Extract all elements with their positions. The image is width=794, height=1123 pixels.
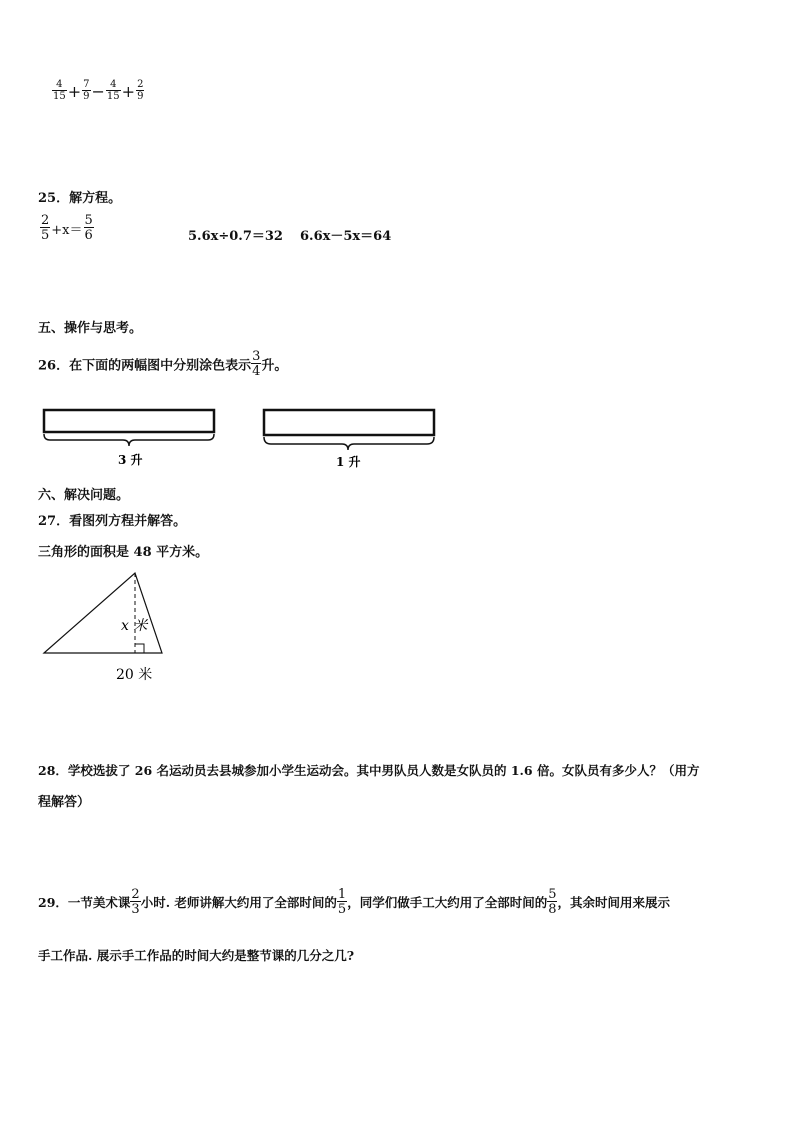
- numerator: 2: [137, 79, 144, 90]
- denominator: 15: [53, 91, 66, 102]
- numerator: 1: [337, 887, 347, 902]
- q25-eq1: [40, 214, 94, 242]
- numerator: 4: [110, 79, 117, 90]
- denominator: 5: [41, 228, 50, 243]
- fraction: [40, 214, 50, 242]
- bar-2-label: 1 升: [336, 455, 361, 469]
- fraction: [84, 214, 94, 242]
- brace-1: [44, 434, 214, 446]
- q27-title: 27．看图列方程并解答。: [38, 514, 187, 529]
- fraction: [251, 350, 261, 378]
- q27-text: 三角形的面积是 48 平方米。: [38, 545, 209, 560]
- numerator: 3: [252, 349, 261, 364]
- denominator: 8: [548, 902, 557, 917]
- fraction: [337, 888, 347, 916]
- fraction: [547, 888, 557, 916]
- bar-3-liters: [44, 410, 214, 432]
- q29-part3: ，同学们做手工大约用了全部时间的: [347, 895, 548, 910]
- equation-middle: +x＝: [51, 222, 83, 238]
- numerator: 2: [41, 213, 50, 228]
- denominator: 5: [337, 902, 347, 917]
- q29-line2: 手工作品. 展示手工作品的时间大约是整节课的几分之几?: [38, 948, 355, 963]
- numerator: 7: [83, 79, 90, 90]
- denominator: 4: [252, 364, 261, 379]
- fraction: [136, 80, 144, 102]
- q25-eq3: 6.6x－5x＝64: [300, 229, 392, 244]
- right-angle-mark: [135, 644, 144, 653]
- section-6-title: 六、解决问题。: [38, 488, 130, 503]
- fraction: [130, 888, 140, 916]
- q29-part2: 小时. 老师讲解大约用了全部时间的: [140, 895, 337, 910]
- q26-bars-figure: [0, 400, 794, 480]
- q26-suffix: 升。: [261, 358, 288, 374]
- q29-part1: 29．一节美术课: [38, 895, 131, 910]
- q28-line2: 程解答）: [38, 795, 91, 810]
- brace-2: [264, 437, 434, 450]
- denominator: 9: [137, 91, 144, 102]
- section-5-title: 五、操作与思考。: [38, 321, 143, 336]
- bar-1-label: 3 升: [118, 453, 143, 467]
- q28-line1: 28．学校选拔了 26 名运动员去县城参加小学生运动会。其中男队员人数是女队员的 1.6 倍。女队员有多少人？（用方: [38, 763, 700, 778]
- q26-text: [38, 350, 287, 378]
- top-expression: [52, 80, 144, 102]
- triangle: [44, 573, 162, 653]
- plus-operator: +: [121, 81, 136, 101]
- numerator: 4: [56, 79, 63, 90]
- q26-prefix: 26．在下面的两幅图中分别涂色表示: [38, 358, 252, 374]
- q25-eq2: 5.6x÷0.7＝32: [188, 229, 283, 244]
- denominator: 6: [84, 228, 93, 243]
- numerator: 5: [84, 213, 93, 228]
- denominator: 3: [131, 902, 140, 917]
- q29-line1: [38, 888, 670, 916]
- bar-1-liter: [264, 410, 434, 435]
- q29-part4: ，其余时间用来展示: [557, 895, 670, 910]
- plus-operator: +: [67, 81, 82, 101]
- fraction: [106, 80, 121, 102]
- base-label: 20 米: [116, 667, 153, 683]
- minus-operator: −: [91, 81, 105, 101]
- numerator: 2: [131, 887, 140, 902]
- q25-title: 25．解方程。: [38, 191, 122, 206]
- fraction: [52, 80, 67, 102]
- height-label: x 米: [121, 618, 148, 634]
- denominator: 15: [106, 91, 120, 102]
- denominator: 9: [83, 91, 90, 102]
- numerator: 5: [548, 887, 557, 902]
- triangle-figure: [0, 560, 794, 690]
- fraction: [82, 80, 90, 102]
